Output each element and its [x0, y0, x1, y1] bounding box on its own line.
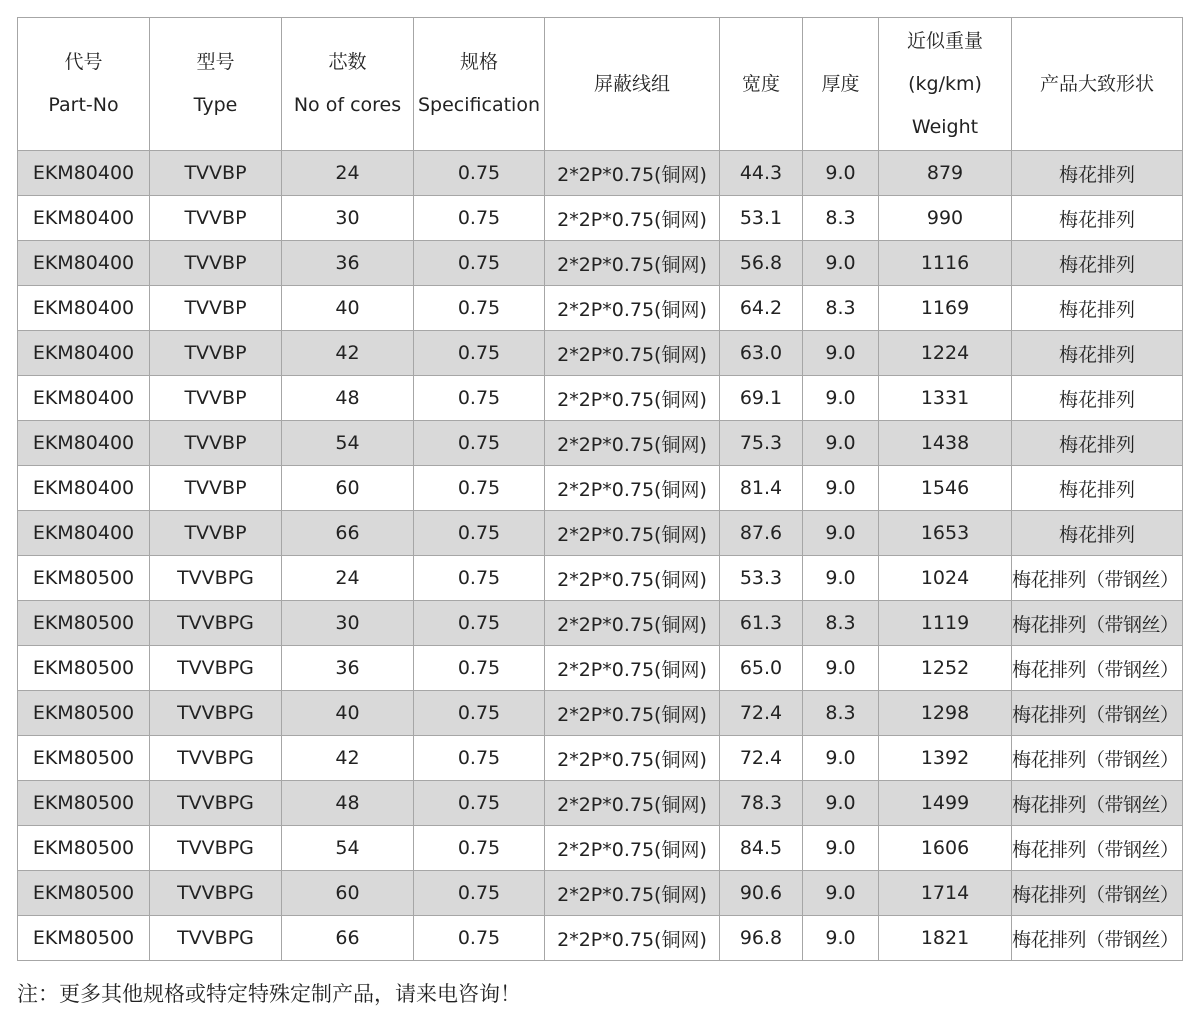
cell-cores: 24: [282, 151, 414, 196]
cell-part-no: EKM80500: [18, 691, 150, 736]
cell-shield: 2*2P*0.75(铜网): [545, 376, 720, 421]
table-row: [18, 916, 1183, 961]
cell-specification: 0.75: [414, 331, 545, 376]
cell-part-no: EKM80400: [18, 151, 150, 196]
cell-shield: 2*2P*0.75(铜网): [545, 331, 720, 376]
cell-shield: 2*2P*0.75(铜网): [545, 646, 720, 691]
cell-thickness: 9.0: [803, 466, 879, 511]
cell-shield: 2*2P*0.75(铜网): [545, 556, 720, 601]
cell-shape: 梅花排列: [1012, 196, 1183, 241]
header-weight: [879, 18, 1012, 151]
cell-width: 44.3: [720, 151, 803, 196]
cell-cores: 54: [282, 421, 414, 466]
header-part-no-zh: 代号: [64, 51, 103, 73]
cell-weight: 1499: [879, 781, 1012, 826]
cell-shape: 梅花排列: [1012, 511, 1183, 556]
cell-part-no: EKM80500: [18, 781, 150, 826]
cell-weight: 1331: [879, 376, 1012, 421]
cell-cores: 60: [282, 466, 414, 511]
cell-shape: 梅花排列: [1012, 376, 1183, 421]
cell-type: TVVBPG: [150, 691, 282, 736]
cell-thickness: 8.3: [803, 286, 879, 331]
cell-type: TVVBP: [150, 376, 282, 421]
cell-specification: 0.75: [414, 646, 545, 691]
cell-part-no: EKM80400: [18, 421, 150, 466]
header-cores-zh: 芯数: [328, 51, 367, 73]
cell-weight: 1438: [879, 421, 1012, 466]
cell-shape: 梅花排列: [1012, 466, 1183, 511]
cell-weight: 1024: [879, 556, 1012, 601]
cell-width: 53.1: [720, 196, 803, 241]
cell-part-no: EKM80400: [18, 466, 150, 511]
cell-thickness: 9.0: [803, 556, 879, 601]
cell-part-no: EKM80500: [18, 646, 150, 691]
cell-width: 81.4: [720, 466, 803, 511]
cell-specification: 0.75: [414, 466, 545, 511]
cell-thickness: 9.0: [803, 376, 879, 421]
header-type: [150, 18, 282, 151]
cell-part-no: EKM80400: [18, 331, 150, 376]
cell-width: 75.3: [720, 421, 803, 466]
cell-width: 53.3: [720, 556, 803, 601]
table-row: [18, 466, 1183, 511]
header-shape: [1012, 18, 1183, 151]
cell-shield: 2*2P*0.75(铜网): [545, 511, 720, 556]
cell-shield: 2*2P*0.75(铜网): [545, 196, 720, 241]
cell-weight: 1119: [879, 601, 1012, 646]
cell-weight: 990: [879, 196, 1012, 241]
cell-weight: 1298: [879, 691, 1012, 736]
cell-shape: 梅花排列（带钢丝）: [1012, 556, 1183, 601]
table-row: [18, 736, 1183, 781]
cell-specification: 0.75: [414, 916, 545, 961]
cell-cores: 60: [282, 871, 414, 916]
cell-weight: 1821: [879, 916, 1012, 961]
cell-type: TVVBP: [150, 151, 282, 196]
header-width-zh: 宽度: [741, 72, 780, 95]
table-row: [18, 691, 1183, 736]
table-row: [18, 151, 1183, 196]
cell-type: TVVBPG: [150, 646, 282, 691]
cell-cores: 30: [282, 196, 414, 241]
cell-width: 61.3: [720, 601, 803, 646]
cell-thickness: 9.0: [803, 871, 879, 916]
cell-shape: 梅花排列: [1012, 421, 1183, 466]
cell-thickness: 9.0: [803, 331, 879, 376]
cell-part-no: EKM80400: [18, 376, 150, 421]
cell-cores: 40: [282, 691, 414, 736]
header-thickness-zh: 厚度: [821, 72, 860, 95]
cell-type: TVVBPG: [150, 736, 282, 781]
cell-thickness: 9.0: [803, 916, 879, 961]
cell-shield: 2*2P*0.75(铜网): [545, 826, 720, 871]
cell-thickness: 9.0: [803, 421, 879, 466]
cell-type: TVVBP: [150, 286, 282, 331]
header-cores: [282, 18, 414, 151]
header-width: [720, 18, 803, 151]
table-body: [18, 151, 1183, 961]
cell-cores: 30: [282, 601, 414, 646]
cell-type: TVVBP: [150, 511, 282, 556]
cell-specification: 0.75: [414, 511, 545, 556]
cell-width: 64.2: [720, 286, 803, 331]
cell-width: 56.8: [720, 241, 803, 286]
cell-shield: 2*2P*0.75(铜网): [545, 601, 720, 646]
table-row: [18, 646, 1183, 691]
table-row: [18, 871, 1183, 916]
cell-cores: 40: [282, 286, 414, 331]
cell-type: TVVBPG: [150, 916, 282, 961]
cell-weight: 1606: [879, 826, 1012, 871]
cell-shield: 2*2P*0.75(铜网): [545, 286, 720, 331]
cell-type: TVVBPG: [150, 781, 282, 826]
cell-cores: 36: [282, 646, 414, 691]
cell-thickness: 8.3: [803, 196, 879, 241]
cell-thickness: 8.3: [803, 601, 879, 646]
cell-weight: 1653: [879, 511, 1012, 556]
cell-thickness: 8.3: [803, 691, 879, 736]
cell-specification: 0.75: [414, 601, 545, 646]
header-shape-zh: 产品大致形状: [1039, 72, 1154, 95]
cell-shield: 2*2P*0.75(铜网): [545, 781, 720, 826]
cell-weight: 1714: [879, 871, 1012, 916]
cell-thickness: 9.0: [803, 736, 879, 781]
cell-shape: 梅花排列（带钢丝）: [1012, 826, 1183, 871]
footer-note: 注：更多其他规格或特定特殊定制产品，请来电咨询！: [17, 982, 521, 1006]
table-row: [18, 331, 1183, 376]
header-row: [18, 18, 1183, 151]
cell-width: 72.4: [720, 691, 803, 736]
table-row: [18, 421, 1183, 466]
cell-part-no: EKM80500: [18, 826, 150, 871]
header-weight-zh: 近似重量: [906, 29, 983, 52]
cell-specification: 0.75: [414, 376, 545, 421]
cell-part-no: EKM80400: [18, 196, 150, 241]
cell-thickness: 9.0: [803, 781, 879, 826]
table-row: [18, 601, 1183, 646]
spec-table: [17, 17, 1183, 961]
table-row: [18, 286, 1183, 331]
cell-shape: 梅花排列（带钢丝）: [1012, 601, 1183, 646]
cell-width: 96.8: [720, 916, 803, 961]
cell-type: TVVBP: [150, 241, 282, 286]
cell-shield: 2*2P*0.75(铜网): [545, 916, 720, 961]
cell-part-no: EKM80500: [18, 916, 150, 961]
cell-specification: 0.75: [414, 691, 545, 736]
table-row: [18, 556, 1183, 601]
cell-type: TVVBP: [150, 421, 282, 466]
cell-cores: 24: [282, 556, 414, 601]
cell-specification: 0.75: [414, 781, 545, 826]
cell-cores: 36: [282, 241, 414, 286]
cell-width: 63.0: [720, 331, 803, 376]
cell-width: 69.1: [720, 376, 803, 421]
cell-specification: 0.75: [414, 196, 545, 241]
cell-width: 87.6: [720, 511, 803, 556]
header-thickness: [803, 18, 879, 151]
header-weight-unit: (kg/km): [908, 72, 982, 95]
cell-weight: 1546: [879, 466, 1012, 511]
cell-width: 65.0: [720, 646, 803, 691]
cell-width: 78.3: [720, 781, 803, 826]
cell-weight: 1392: [879, 736, 1012, 781]
cell-type: TVVBP: [150, 196, 282, 241]
cell-type: TVVBPG: [150, 871, 282, 916]
cell-shield: 2*2P*0.75(铜网): [545, 421, 720, 466]
cell-shape: 梅花排列（带钢丝）: [1012, 916, 1183, 961]
cell-shield: 2*2P*0.75(铜网): [545, 736, 720, 781]
cell-cores: 42: [282, 331, 414, 376]
cell-weight: 1116: [879, 241, 1012, 286]
cell-specification: 0.75: [414, 556, 545, 601]
cell-shield: 2*2P*0.75(铜网): [545, 871, 720, 916]
header-part-no-en: Part-No: [48, 94, 119, 116]
cell-cores: 66: [282, 511, 414, 556]
cell-specification: 0.75: [414, 286, 545, 331]
cell-type: TVVBPG: [150, 826, 282, 871]
cell-shape: 梅花排列（带钢丝）: [1012, 781, 1183, 826]
cell-shield: 2*2P*0.75(铜网): [545, 151, 720, 196]
header-spec-en: Specification: [418, 94, 540, 116]
cell-weight: 1224: [879, 331, 1012, 376]
table-row: [18, 241, 1183, 286]
cell-shape: 梅花排列（带钢丝）: [1012, 646, 1183, 691]
cell-specification: 0.75: [414, 736, 545, 781]
cell-shape: 梅花排列: [1012, 241, 1183, 286]
header-shield: [545, 18, 720, 151]
cell-thickness: 9.0: [803, 511, 879, 556]
cell-thickness: 9.0: [803, 151, 879, 196]
cell-cores: 48: [282, 376, 414, 421]
cell-shield: 2*2P*0.75(铜网): [545, 691, 720, 736]
cell-part-no: EKM80500: [18, 556, 150, 601]
cell-shape: 梅花排列: [1012, 286, 1183, 331]
table-row: [18, 511, 1183, 556]
header-part-no: [18, 18, 150, 151]
cell-weight: 1169: [879, 286, 1012, 331]
header-shield-zh: 屏蔽线组: [593, 72, 670, 95]
table-row: [18, 376, 1183, 421]
cell-shape: 梅花排列（带钢丝）: [1012, 871, 1183, 916]
header-weight-en: Weight: [911, 115, 979, 138]
cell-specification: 0.75: [414, 151, 545, 196]
cell-type: TVVBP: [150, 331, 282, 376]
cell-thickness: 9.0: [803, 826, 879, 871]
cell-weight: 879: [879, 151, 1012, 196]
header-spec-zh: 规格: [459, 51, 498, 73]
cell-type: TVVBPG: [150, 601, 282, 646]
cell-cores: 66: [282, 916, 414, 961]
cell-cores: 54: [282, 826, 414, 871]
cell-cores: 48: [282, 781, 414, 826]
table-row: [18, 196, 1183, 241]
cell-specification: 0.75: [414, 421, 545, 466]
cell-thickness: 9.0: [803, 241, 879, 286]
cell-thickness: 9.0: [803, 646, 879, 691]
cell-specification: 0.75: [414, 871, 545, 916]
cell-shape: 梅花排列: [1012, 331, 1183, 376]
header-type-zh: 型号: [196, 51, 235, 73]
cell-specification: 0.75: [414, 826, 545, 871]
cell-shape: 梅花排列（带钢丝）: [1012, 736, 1183, 781]
cell-part-no: EKM80400: [18, 511, 150, 556]
cell-specification: 0.75: [414, 241, 545, 286]
header-cores-en: No of cores: [293, 94, 402, 116]
cell-weight: 1252: [879, 646, 1012, 691]
cell-type: TVVBP: [150, 466, 282, 511]
cell-part-no: EKM80500: [18, 736, 150, 781]
cell-shape: 梅花排列（带钢丝）: [1012, 691, 1183, 736]
cell-shield: 2*2P*0.75(铜网): [545, 466, 720, 511]
cell-part-no: EKM80500: [18, 601, 150, 646]
cell-shield: 2*2P*0.75(铜网): [545, 241, 720, 286]
cell-type: TVVBPG: [150, 556, 282, 601]
cell-width: 90.6: [720, 871, 803, 916]
header-specification: [414, 18, 545, 151]
table-row: [18, 826, 1183, 871]
cell-shape: 梅花排列: [1012, 151, 1183, 196]
cell-part-no: EKM80500: [18, 871, 150, 916]
cell-width: 72.4: [720, 736, 803, 781]
cell-part-no: EKM80400: [18, 286, 150, 331]
cell-width: 84.5: [720, 826, 803, 871]
cell-cores: 42: [282, 736, 414, 781]
table-row: [18, 781, 1183, 826]
header-type-en: Type: [193, 94, 238, 116]
cell-part-no: EKM80400: [18, 241, 150, 286]
